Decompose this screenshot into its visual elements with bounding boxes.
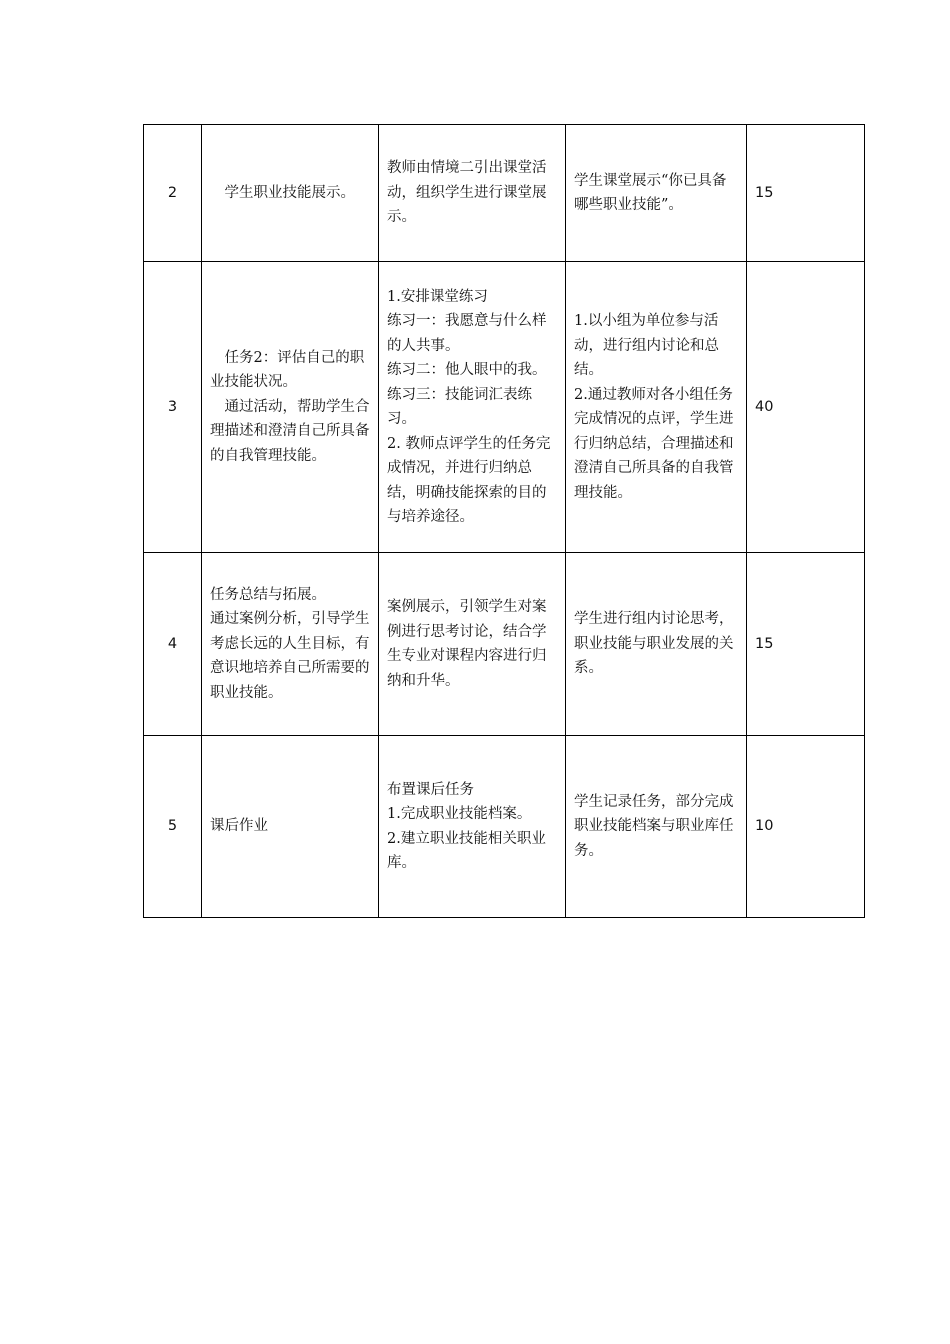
row-number: 2 — [144, 125, 202, 262]
row-number: 5 — [144, 736, 202, 918]
content-cell — [202, 736, 379, 918]
student-text: 1.以小组为单位参与活动，进行组内讨论和总结。 — [574, 313, 719, 378]
minutes-cell: 10 — [747, 736, 865, 918]
teacher-text: 教师由情境二引出课堂活动，组织学生进行课堂展示。 — [387, 160, 547, 226]
teacher-text: 练习一：我愿意与什么样的人共事。 — [387, 313, 547, 354]
teacher-activity-cell — [379, 262, 566, 553]
teacher-activity-cell — [379, 736, 566, 918]
minutes-cell: 15 — [747, 125, 865, 262]
student-activity-cell — [566, 736, 747, 918]
content-cell — [202, 262, 379, 553]
minutes-cell: 15 — [747, 553, 865, 736]
table-row — [144, 125, 865, 262]
teacher-activity-cell — [379, 553, 566, 736]
table-row — [144, 553, 865, 736]
teacher-text: 2.建立职业技能相关职业库。 — [387, 830, 546, 871]
content-text: 任务总结与拓展。 — [210, 586, 326, 603]
content-text: 学生职业技能展示。 — [224, 184, 355, 201]
lesson-plan-table — [143, 124, 865, 918]
student-activity-cell — [566, 553, 747, 736]
row-number: 4 — [144, 553, 202, 736]
row-number: 3 — [144, 262, 202, 553]
teacher-text: 1.安排课堂练习 — [387, 288, 488, 305]
teacher-text: 布置课后任务 — [387, 781, 474, 798]
teacher-activity-cell — [379, 125, 566, 262]
content-text: 任务2：评估自己的职业技能状况。 — [210, 349, 365, 391]
student-text: 2.通过教师对各小组任务完成情况的点评，学生进行归纳总结，合理描述和澄清自己所具备的自我管理技能。 — [574, 386, 734, 501]
content-text: 课后作业 — [210, 818, 268, 835]
content-cell — [202, 125, 379, 262]
teacher-text: 2. 教师点评学生的任务完成情况，并进行归纳总结，明确技能探索的目的与培养途径。 — [387, 435, 551, 525]
student-text: 学生课堂展示“你已具备哪些职业技能”。 — [574, 172, 727, 213]
content-text: 通过案例分析，引导学生考虑长远的人生目标，有意识地培养自己所需要的职业技能。 — [210, 611, 370, 701]
content-cell — [202, 553, 379, 736]
teacher-text: 练习三：技能词汇表练习。 — [387, 386, 532, 427]
teacher-text: 1.完成职业技能档案。 — [387, 806, 532, 822]
teacher-text: 案例展示，引领学生对案例进行思考讨论，结合学生专业对课程内容进行归纳和升华。 — [387, 599, 547, 689]
teacher-text: 练习二：他人眼中的我。 — [387, 362, 547, 378]
table-row — [144, 736, 865, 918]
content-text: 通过活动，帮助学生合理描述和澄清自己所具备的自我管理技能。 — [210, 398, 370, 464]
minutes-cell: 40 — [747, 262, 865, 553]
table-row — [144, 262, 865, 553]
student-activity-cell — [566, 125, 747, 262]
student-activity-cell — [566, 262, 747, 553]
student-text: 学生记录任务，部分完成职业技能档案与职业库任务。 — [574, 793, 734, 859]
student-text: 学生进行组内讨论思考，职业技能与职业发展的关系。 — [574, 611, 734, 677]
